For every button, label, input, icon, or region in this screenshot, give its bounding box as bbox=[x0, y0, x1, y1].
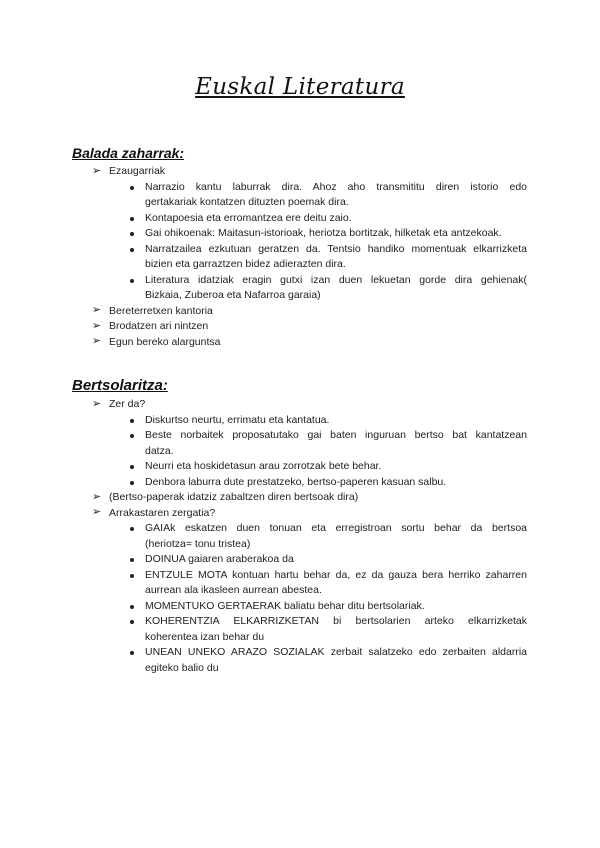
bullet-text: Gai ohikoenak: Maitasun-istorioak, heriotza bortitzak, hilketak eta antzekoak. bbox=[145, 227, 502, 239]
list-item: Brodatzen ari nintzen bbox=[109, 320, 209, 332]
page-title: Euskal Literatura bbox=[195, 74, 405, 100]
bullet-dot-icon bbox=[130, 558, 134, 562]
bullet-dot-icon bbox=[130, 419, 134, 423]
bullet-text: aurrean ala ikasleen aurrean abestea. bbox=[145, 584, 322, 596]
bullet-dot-icon bbox=[130, 186, 134, 190]
bullet-text: KOHERENTZIA ELKARRIZKETAN bi bertsolarien arteko elkarrizketak bbox=[145, 615, 527, 627]
bullet-text: bizien eta garraztzen bidez adierazten dira. bbox=[145, 258, 346, 270]
bullet-text: Narratzailea ezkutuan geratzen da. Tentsio handiko momentuak elkarrizketa bbox=[145, 242, 527, 255]
list-item: (Bertso-paperak idatziz zabaltzen diren bertsoak dira) bbox=[109, 491, 359, 503]
section-heading-balada: Balada zaharrak: bbox=[72, 145, 185, 161]
list-item: Arrakastaren zergatia? bbox=[109, 506, 216, 519]
bullet-dot-icon bbox=[130, 217, 134, 221]
bullet-dot-icon bbox=[130, 465, 134, 469]
bullet-text: Beste norbaitek proposatutako gai baten inguruan bertso bat kantatzean bbox=[145, 429, 527, 441]
bullet-dot-icon bbox=[130, 279, 134, 283]
bullet-dot-icon bbox=[130, 248, 134, 252]
bullet-text: Narrazio kantu laburrak dira. Ahoz aho transmititu diren istorio edo bbox=[145, 180, 527, 193]
bullet-text: Kontapoesia eta erromantzea ere deitu zaio. bbox=[145, 211, 352, 224]
bullet-text: Literatura idatziak eragin gutxi izan duen lekuetan gorde dira gehienak( bbox=[145, 273, 527, 286]
bullet-text: UNEAN UNEKO ARAZO SOZIALAK zerbait salatzeko edo zerbaiten aldarria bbox=[145, 646, 527, 658]
bullet-text: Diskurtso neurtu, errimatu eta kantatua. bbox=[145, 413, 330, 426]
bullet-dot-icon bbox=[130, 651, 134, 655]
bullet-text: gertakariak kontatzen dituzten poemak dira. bbox=[145, 196, 349, 208]
bullet-text: Bizkaia, Zuberoa eta Nafarroa garaia) bbox=[145, 289, 321, 301]
arrow-bullet-icon: ➢ bbox=[92, 397, 102, 410]
list-item: Egun bereko alarguntsa bbox=[109, 335, 221, 348]
list-item: Zer da? bbox=[109, 398, 146, 410]
arrow-bullet-icon: ➢ bbox=[92, 335, 102, 347]
arrow-bullet-icon: ➢ bbox=[92, 164, 102, 177]
bullet-dot-icon bbox=[130, 574, 134, 578]
bullet-text: DOINUA gaiaren araberakoa da bbox=[145, 553, 294, 565]
list-item: Ezaugarriak bbox=[109, 165, 166, 177]
bullet-text: koherentea izan behar du bbox=[145, 630, 265, 643]
arrow-bullet-icon: ➢ bbox=[92, 304, 102, 316]
bullet-text: ENTZULE MOTA kontuan hartu behar da, ez da gauza bera herriko zaharren bbox=[145, 568, 527, 581]
bullet-dot-icon bbox=[130, 620, 134, 624]
bullet-text: egiteko balio du bbox=[145, 661, 219, 674]
arrow-bullet-icon: ➢ bbox=[92, 490, 102, 503]
list-item: Bereterretxen kantoria bbox=[109, 304, 213, 317]
bullet-dot-icon bbox=[130, 434, 134, 438]
bullet-text: MOMENTUKO GERTAERAK baliatu behar ditu bertsolariak. bbox=[145, 599, 425, 612]
section-heading-bertsolaritza: Bertsolaritza: bbox=[72, 377, 168, 394]
bullet-text: datza. bbox=[145, 444, 174, 457]
bullet-text: GAIAk eskatzen duen tonuan eta erregistroan sortu behar da bertsoa bbox=[145, 522, 527, 534]
arrow-bullet-icon: ➢ bbox=[92, 319, 102, 332]
arrow-bullet-icon: ➢ bbox=[92, 506, 102, 518]
bullet-dot-icon bbox=[130, 232, 134, 236]
bullet-text: Denbora laburra dute prestatzeko, bertso-paperen kasuan salbu. bbox=[145, 475, 447, 488]
bullet-text: (heriotza= tonu tristea) bbox=[145, 537, 251, 550]
bullet-dot-icon bbox=[130, 481, 134, 485]
bullet-text: Neurri eta hoskidetasun arau zorrotzak bete behar. bbox=[145, 460, 382, 472]
bullet-dot-icon bbox=[130, 605, 134, 609]
bullet-dot-icon bbox=[130, 527, 134, 531]
